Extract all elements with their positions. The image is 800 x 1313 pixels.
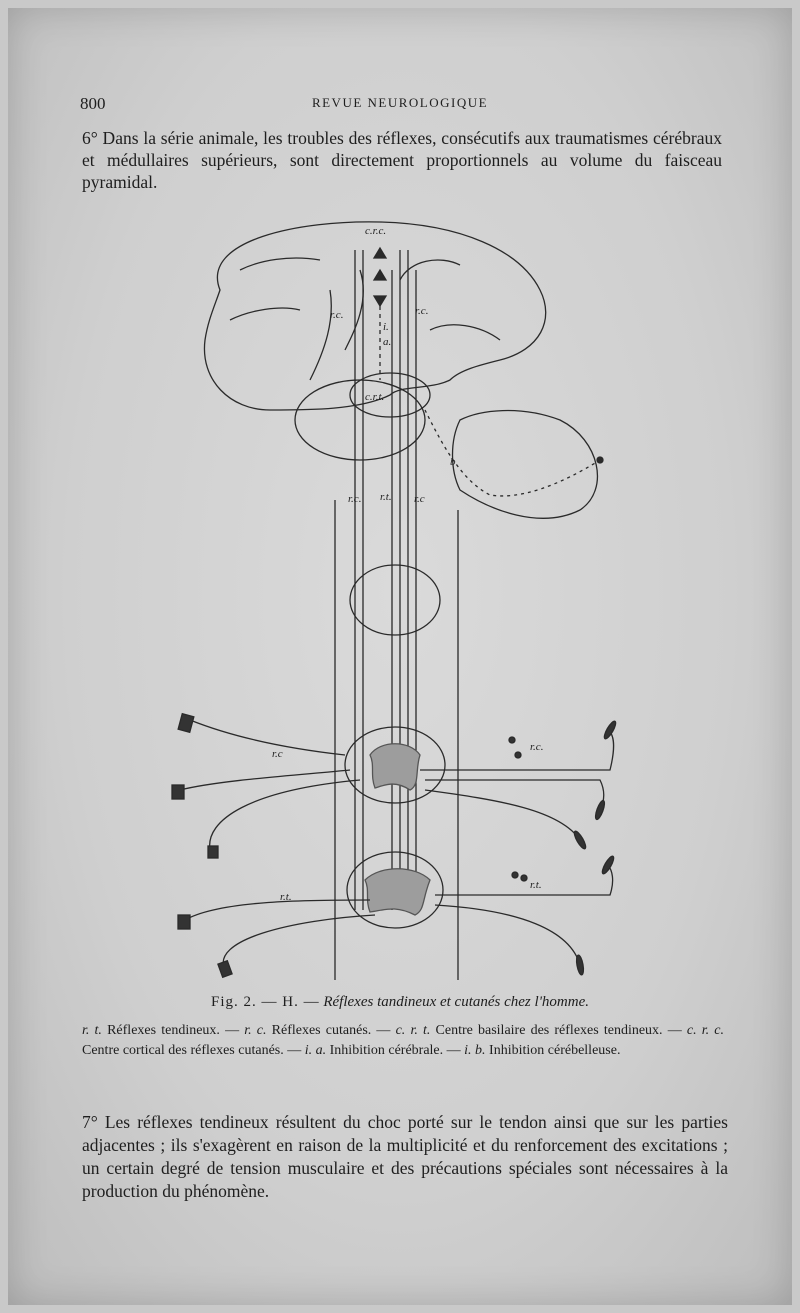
legend-rt-text: Réflexes tendineux. — <box>101 1023 245 1038</box>
legend-rc-text: Réflexes cutanés. — <box>266 1023 396 1038</box>
reflex-diagram <box>160 210 660 980</box>
fiber-l5 <box>223 915 375 970</box>
receptor-l2 <box>172 785 184 799</box>
fiber-r1 <box>420 730 614 770</box>
label-rc-low-right: r.c. <box>530 741 544 753</box>
label-rt-mid: r.t. <box>380 491 392 503</box>
legend-crc-abbr: c. r. c. <box>686 1023 724 1038</box>
reflex-figure <box>160 210 660 980</box>
fiber-r5 <box>435 905 580 965</box>
legend-rt-abbr: r. t. <box>82 1023 102 1038</box>
label-rc-left: r.c. <box>330 309 344 321</box>
legend-ib-text: Inhibition cérébelleuse. <box>485 1043 621 1058</box>
legend-ib-abbr: i. b. <box>464 1043 486 1058</box>
figure-caption <box>0 994 800 1011</box>
figure-label: Fig. 2. — H. — <box>211 994 320 1010</box>
label-rc-mid1: r.c. <box>348 493 362 505</box>
legend-rc-abbr: r. c. <box>244 1023 267 1038</box>
fiber-l2 <box>180 770 350 790</box>
label-b: b <box>450 456 456 468</box>
arrow-up-1 <box>374 248 386 258</box>
fiber-l1 <box>190 720 345 755</box>
grey-matter-3 <box>365 869 430 915</box>
arrow-down <box>374 296 386 306</box>
label-rt-bottom-right: r.t. <box>530 879 542 891</box>
label-crt: c.r.t. <box>365 391 385 403</box>
figure-legend <box>82 1021 724 1061</box>
receptor-l1 <box>178 714 194 733</box>
label-rc-mid2: r.c <box>414 493 425 505</box>
legend-crt-text: Centre basilaire des réflexes tendineux. — <box>430 1023 687 1038</box>
label-rt-bottom-left: r.t. <box>280 891 292 903</box>
label-rc-right: r.c. <box>415 305 429 317</box>
label-a: a. <box>383 336 392 348</box>
legend-ia-text: Inhibition cérébrale. — <box>326 1043 465 1058</box>
arrow-up-2 <box>374 270 386 280</box>
legend-ia-abbr: i. a. <box>304 1043 327 1058</box>
page-number: 800 <box>80 94 106 113</box>
paragraph-6: 6° Dans la série animale, les troubles des réflexes, consécutifs aux traumatismes cérébraux et médullaires supérieurs, sont directement proportionnels au volume du faisceau pyramidal. <box>82 128 722 192</box>
receptor-l3 <box>208 846 218 858</box>
label-crc: c.r.c. <box>365 225 387 237</box>
legend-crt-abbr: c. r. t. <box>395 1023 431 1038</box>
fiber-l3 <box>210 780 360 850</box>
cerebellar-path <box>425 410 600 496</box>
cerebellum <box>453 411 598 519</box>
page-header <box>0 94 800 118</box>
label-i: i. <box>383 321 389 333</box>
pons <box>295 380 425 460</box>
brain-fold <box>230 258 500 380</box>
grey-matter-2 <box>370 744 420 790</box>
brain-outline <box>204 222 545 410</box>
paragraph-7: 7° Les réflexes tendineux résultent du choc porté sur le tendon ainsi que sur les parties adjacentes ; ils s'exagèrent en raison de la multiplicité et du renforcement des excitations ; un certain degré de tension musculaire et des précautions spéciales sont nécessaires à la production du phénomène. <box>82 1112 728 1201</box>
fiber-r3 <box>425 790 580 840</box>
label-rc-low-left: r.c <box>272 748 283 760</box>
receptor-l4 <box>178 915 190 929</box>
running-title: REVUE NEUROLOGIQUE <box>311 95 489 110</box>
figure-title: Réflexes tandineux et cutanés chez l'homme. <box>323 994 589 1010</box>
legend-crc-text: Centre cortical des réflexes cutanés. — <box>82 1043 305 1058</box>
receptor-l5 <box>218 961 232 978</box>
